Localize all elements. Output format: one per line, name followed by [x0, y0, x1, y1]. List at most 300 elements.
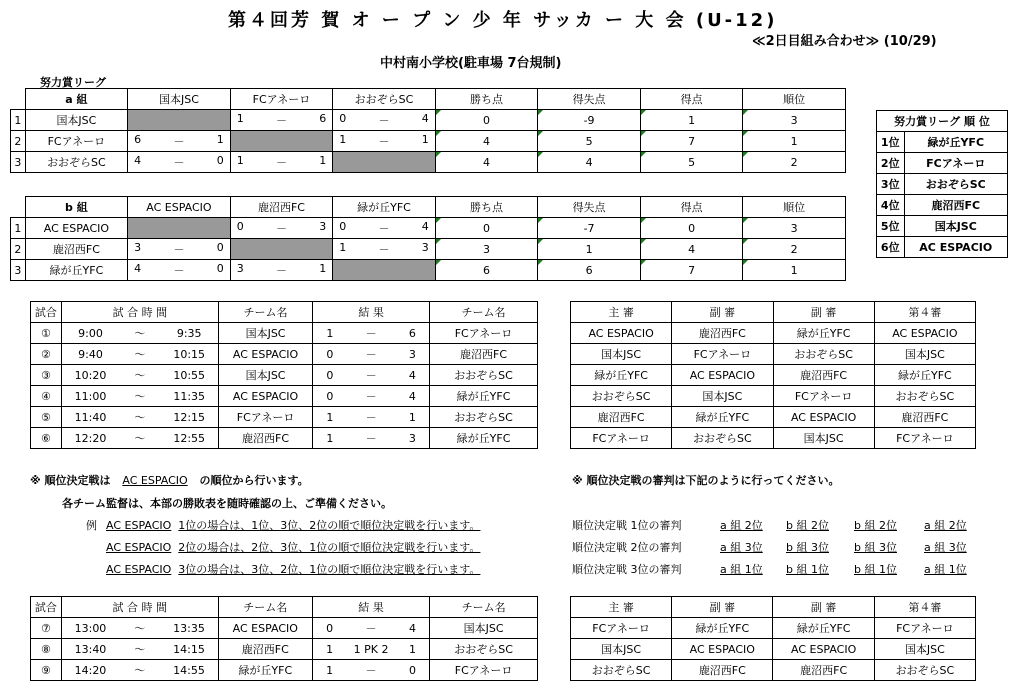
match-cell: 〜: [119, 407, 160, 428]
match-cell: 4: [396, 386, 430, 407]
group-b-rank: 2: [743, 239, 846, 260]
match-cell: ⑥: [31, 428, 62, 449]
group-b-team: 緑が丘YFC: [25, 260, 128, 281]
match-row: [31, 639, 538, 660]
group-b-score: [128, 239, 231, 260]
group-b-row-no: 3: [11, 260, 26, 281]
group-a-header: a 組: [25, 89, 128, 110]
note-rank-order: ※ 順位決定戦は AC ESPACIO の順位から行います。: [30, 474, 309, 487]
match-cell: AC ESPACIO: [218, 618, 312, 639]
group-b-row: [11, 218, 846, 239]
note-managers: 各チーム監督は、本部の勝敗表を随時確認の上、ご準備ください。: [62, 497, 392, 510]
group-a-score: [230, 110, 333, 131]
referee-cell: AC ESPACIO: [874, 323, 975, 344]
match-header: チーム名: [430, 302, 538, 323]
group-a-row-no: 1: [11, 110, 26, 131]
score-part: 4: [421, 112, 429, 125]
referee-header: 副 審: [773, 597, 874, 618]
referee-header: 主 審: [571, 302, 672, 323]
match-cell: 6: [396, 323, 430, 344]
referee-table-2: [570, 596, 976, 681]
match-cell: 13:00: [61, 618, 119, 639]
match-header: チーム名: [218, 597, 312, 618]
playoff-referee-assignment: b 組 2位: [854, 519, 897, 532]
match-header: 試 合 時 間: [61, 302, 218, 323]
match-cell: 9:00: [61, 323, 119, 344]
match-cell: おおぞらSC: [430, 407, 538, 428]
match-table-2: [30, 596, 538, 681]
match-header: 結 果: [312, 597, 429, 618]
group-a-goals: 5: [640, 152, 743, 173]
match-header: 試合: [31, 597, 62, 618]
group-b-table: [10, 196, 846, 281]
ranking-team: 国本JSC: [904, 216, 1008, 237]
group-a-header: 順位: [743, 89, 846, 110]
match-cell: －: [347, 428, 396, 449]
note-referees: ※ 順位決定戦の審判は下記のように行ってください。: [572, 474, 840, 487]
group-a-score: [128, 152, 231, 173]
group-b-header: 緑が丘YFC: [333, 197, 436, 218]
match-row: [31, 344, 538, 365]
score-part: 3: [236, 262, 244, 275]
group-a-header: 勝ち点: [435, 89, 538, 110]
match-cell: 鹿沼西FC: [430, 344, 538, 365]
match-cell: 14:20: [61, 660, 119, 681]
score-part: －: [173, 264, 185, 277]
match-cell: ⑤: [31, 407, 62, 428]
score-part: －: [275, 222, 287, 235]
playoff-referee-assignment: b 組 3位: [854, 541, 897, 554]
score-part: 1: [319, 262, 327, 275]
match-cell: 10:55: [160, 365, 218, 386]
score-part: －: [378, 114, 390, 127]
score-part: －: [378, 135, 390, 148]
referee-cell: 緑が丘YFC: [672, 618, 773, 639]
score-part: －: [173, 156, 185, 169]
match-cell: 国本JSC: [218, 323, 312, 344]
score-part: 4: [134, 154, 142, 167]
match-cell: －: [346, 618, 396, 639]
match-row: [31, 428, 538, 449]
match-cell: 10:20: [61, 365, 119, 386]
score-part: －: [173, 135, 185, 148]
match-cell: 0: [312, 618, 346, 639]
referee-cell: 国本JSC: [672, 386, 773, 407]
group-a-header: おおぞらSC: [333, 89, 436, 110]
score-part: 4: [421, 220, 429, 233]
match-cell: 1: [396, 639, 430, 660]
match-row: [31, 365, 538, 386]
match-cell: 1: [312, 639, 346, 660]
match-cell: 〜: [119, 386, 160, 407]
ranking-team: 鹿沼西FC: [904, 195, 1008, 216]
match-cell: 4: [396, 365, 430, 386]
referee-cell: 国本JSC: [571, 344, 672, 365]
group-a-score: [333, 110, 436, 131]
group-a-table: [10, 88, 846, 173]
ranking-row: [877, 216, 1008, 237]
referee-cell: 緑が丘YFC: [571, 365, 672, 386]
group-a-goal-diff: 5: [538, 131, 641, 152]
match-cell: 1: [396, 407, 430, 428]
group-b-header: b 組: [25, 197, 128, 218]
match-cell: 13:35: [160, 618, 218, 639]
referee-row: [571, 386, 976, 407]
group-b-goals: 0: [640, 218, 743, 239]
group-b-points: 0: [435, 218, 538, 239]
group-b-row: [11, 260, 846, 281]
referee-cell: おおぞらSC: [773, 344, 874, 365]
match-cell: 1: [312, 660, 346, 681]
group-b-score: [230, 218, 333, 239]
score-part: 0: [339, 112, 347, 125]
match-cell: 3: [396, 428, 430, 449]
group-a-goals: 1: [640, 110, 743, 131]
group-b-header: 順位: [743, 197, 846, 218]
score-part: －: [173, 243, 185, 256]
venue-label: 中村南小学校(駐車場 7台規制): [380, 56, 562, 71]
referee-cell: 鹿沼西FC: [874, 407, 975, 428]
match-cell: 0: [313, 386, 347, 407]
score-part: －: [275, 114, 287, 127]
group-a-team: おおぞらSC: [25, 152, 128, 173]
group-a-row: [11, 152, 846, 173]
group-b-rank: 1: [743, 260, 846, 281]
score-part: 1: [236, 112, 244, 125]
score-part: 1: [339, 133, 347, 146]
match-row: [31, 660, 538, 681]
referee-header: 第４審: [874, 597, 975, 618]
group-a-header: 得失点: [538, 89, 641, 110]
group-a-row-no: 3: [11, 152, 26, 173]
score-part: －: [378, 222, 390, 235]
ranking-team: AC ESPACIO: [904, 237, 1008, 258]
referee-cell: AC ESPACIO: [773, 639, 874, 660]
match-cell: ①: [31, 323, 62, 344]
score-part: 1: [319, 154, 327, 167]
group-b-row: [11, 239, 846, 260]
example-3: AC ESPACIO 3位の場合は、3位、2位、1位の順で順位決定戦を行います。: [106, 563, 481, 576]
referee-cell: 国本JSC: [874, 639, 975, 660]
ranking-position: 2位: [877, 153, 905, 174]
referee-cell: おおぞらSC: [571, 386, 672, 407]
match-cell: 10:15: [160, 344, 218, 365]
playoff-referee-assignment: b 組 1位: [786, 563, 829, 576]
playoff-referee-assignment: a 組 3位: [720, 541, 763, 554]
match-cell: 12:15: [160, 407, 218, 428]
referee-row: [571, 428, 976, 449]
group-b-score: [333, 218, 436, 239]
match-cell: 〜: [119, 365, 160, 386]
group-b-team: AC ESPACIO: [25, 218, 128, 239]
match-cell: －: [346, 660, 396, 681]
match-cell: 緑が丘YFC: [430, 428, 538, 449]
match-cell: 12:55: [160, 428, 218, 449]
match-row: [31, 323, 538, 344]
referee-cell: 鹿沼西FC: [672, 660, 773, 681]
referee-cell: AC ESPACIO: [672, 639, 773, 660]
playoff-referee-assignment: a 組 1位: [720, 563, 763, 576]
score-part: 3: [421, 241, 429, 254]
match-cell: AC ESPACIO: [218, 386, 312, 407]
ranking-position: 3位: [877, 174, 905, 195]
group-b-score: [333, 239, 436, 260]
match-table-1: [30, 301, 538, 449]
match-cell: 9:35: [160, 323, 218, 344]
score-part: 0: [236, 220, 244, 233]
example-2: AC ESPACIO 2位の場合は、2位、3位、1位の順で順位決定戦を行います。: [106, 541, 481, 554]
match-cell: 11:00: [61, 386, 119, 407]
playoff-referee-assignment: b 組 1位: [854, 563, 897, 576]
score-part: 3: [319, 220, 327, 233]
group-b-score: [128, 260, 231, 281]
match-cell: 12:20: [61, 428, 119, 449]
score-part: 4: [134, 262, 142, 275]
referee-row: [571, 618, 976, 639]
referee-cell: FCアネーロ: [773, 386, 874, 407]
referee-row: [571, 323, 976, 344]
score-part: 0: [216, 241, 224, 254]
cell: [11, 197, 26, 218]
referee-row: [571, 660, 976, 681]
match-cell: 鹿沼西FC: [218, 639, 312, 660]
match-row: [31, 386, 538, 407]
match-cell: FCアネーロ: [430, 660, 538, 681]
match-cell: 1: [313, 407, 347, 428]
score-part: 0: [339, 220, 347, 233]
playoff-referee-assignment: a 組 2位: [720, 519, 763, 532]
referee-cell: おおぞらSC: [874, 386, 975, 407]
group-a-score: [230, 152, 333, 173]
match-cell: 〜: [119, 618, 160, 639]
match-cell: 国本JSC: [218, 365, 312, 386]
score-part: 3: [134, 241, 142, 254]
match-header: 結 果: [313, 302, 430, 323]
ranking-title: 努力賞リーグ 順 位: [877, 111, 1008, 132]
referee-table-1: [570, 301, 976, 449]
group-b-header: 勝ち点: [435, 197, 538, 218]
group-a-points: 0: [435, 110, 538, 131]
group-b-score: [128, 218, 231, 239]
ranking-table: [876, 110, 1008, 258]
ranking-row: [877, 132, 1008, 153]
match-cell: 鹿沼西FC: [218, 428, 312, 449]
group-a-header: FCアネーロ: [230, 89, 333, 110]
group-b-goal-diff: 1: [538, 239, 641, 260]
referee-cell: おおぞらSC: [571, 660, 672, 681]
match-cell: 国本JSC: [430, 618, 538, 639]
playoff-referee-assignment: a 組 1位: [924, 563, 967, 576]
playoff-referee-assignment: a 組 3位: [924, 541, 967, 554]
ranking-row: [877, 195, 1008, 216]
referee-header: 副 審: [773, 302, 874, 323]
score-part: 0: [216, 262, 224, 275]
group-a-points: 4: [435, 131, 538, 152]
match-cell: 〜: [119, 639, 160, 660]
referee-row: [571, 344, 976, 365]
referee-cell: FCアネーロ: [571, 618, 672, 639]
referee-cell: 緑が丘YFC: [773, 618, 874, 639]
referee-cell: 鹿沼西FC: [571, 407, 672, 428]
match-cell: 11:40: [61, 407, 119, 428]
referee-cell: FCアネーロ: [571, 428, 672, 449]
playoff-referee-label: 順位決定戦 3位の審判: [572, 563, 682, 576]
match-cell: 9:40: [61, 344, 119, 365]
match-cell: ④: [31, 386, 62, 407]
match-cell: 〜: [119, 660, 160, 681]
group-a-score: [128, 110, 231, 131]
referee-header: 副 審: [672, 302, 773, 323]
group-b-row-no: 1: [11, 218, 26, 239]
group-b-header: 得点: [640, 197, 743, 218]
group-a-points: 4: [435, 152, 538, 173]
referee-header: 副 審: [672, 597, 773, 618]
referee-cell: 緑が丘YFC: [773, 323, 874, 344]
ranking-position: 1位: [877, 132, 905, 153]
group-a-rank: 2: [743, 152, 846, 173]
match-row: [31, 407, 538, 428]
referee-cell: 国本JSC: [571, 639, 672, 660]
score-part: 0: [216, 154, 224, 167]
match-cell: ⑨: [31, 660, 62, 681]
ranking-team: おおぞらSC: [904, 174, 1008, 195]
page-title: 第４回芳 賀 オ ー プ ン 少 年 サッカ ー 大 会 (U-12): [228, 10, 778, 31]
match-cell: ③: [31, 365, 62, 386]
ranking-position: 5位: [877, 216, 905, 237]
group-b-points: 6: [435, 260, 538, 281]
group-b-goals: 4: [640, 239, 743, 260]
match-cell: 〜: [119, 428, 160, 449]
playoff-referee-assignment: b 組 3位: [786, 541, 829, 554]
group-a-header: 得点: [640, 89, 743, 110]
example-1: AC ESPACIO 1位の場合は、1位、3位、2位の順で順位決定戦を行います。: [106, 519, 481, 532]
match-cell: 1: [313, 323, 347, 344]
group-b-score: [230, 239, 333, 260]
score-part: 1: [339, 241, 347, 254]
match-row: [31, 618, 538, 639]
match-cell: ②: [31, 344, 62, 365]
playoff-referee-assignment: a 組 2位: [924, 519, 967, 532]
group-a-team: 国本JSC: [25, 110, 128, 131]
score-part: 6: [319, 112, 327, 125]
match-cell: 14:15: [160, 639, 218, 660]
match-cell: －: [347, 386, 396, 407]
group-b-team: 鹿沼西FC: [25, 239, 128, 260]
match-cell: 0: [313, 365, 347, 386]
match-cell: 13:40: [61, 639, 119, 660]
playoff-referee-assignment: b 組 2位: [786, 519, 829, 532]
ranking-position: 4位: [877, 195, 905, 216]
group-a-team: FCアネーロ: [25, 131, 128, 152]
score-part: 6: [134, 133, 142, 146]
match-cell: －: [347, 323, 396, 344]
example-label: 例: [86, 519, 97, 532]
referee-header: 第４審: [874, 302, 975, 323]
playoff-referee-label: 順位決定戦 2位の審判: [572, 541, 682, 554]
referee-cell: 国本JSC: [874, 344, 975, 365]
group-a-rank: 3: [743, 110, 846, 131]
ranking-row: [877, 153, 1008, 174]
group-b-points: 3: [435, 239, 538, 260]
match-cell: FCアネーロ: [430, 323, 538, 344]
referee-cell: おおぞらSC: [672, 428, 773, 449]
match-cell: 1: [313, 428, 347, 449]
referee-cell: 緑が丘YFC: [874, 365, 975, 386]
match-cell: －: [347, 365, 396, 386]
ranking-row: [877, 237, 1008, 258]
cell: [11, 89, 26, 110]
group-a-score: [128, 131, 231, 152]
referee-cell: 鹿沼西FC: [773, 660, 874, 681]
group-a-row-no: 2: [11, 131, 26, 152]
referee-cell: 鹿沼西FC: [672, 323, 773, 344]
group-b-goal-diff: 6: [538, 260, 641, 281]
ranking-row: [877, 174, 1008, 195]
group-a-score: [230, 131, 333, 152]
group-a-header: 国本JSC: [128, 89, 231, 110]
group-a-goal-diff: 4: [538, 152, 641, 173]
group-b-goals: 7: [640, 260, 743, 281]
referee-cell: AC ESPACIO: [571, 323, 672, 344]
group-a-rank: 1: [743, 131, 846, 152]
referee-cell: FCアネーロ: [672, 344, 773, 365]
match-cell: 14:55: [160, 660, 218, 681]
match-cell: ⑦: [31, 618, 62, 639]
referee-row: [571, 639, 976, 660]
group-a-score: [333, 131, 436, 152]
playoff-referee-label: 順位決定戦 1位の審判: [572, 519, 682, 532]
match-cell: AC ESPACIO: [218, 344, 312, 365]
league-label: 努力賞リーグ: [40, 76, 106, 89]
match-cell: 3: [396, 344, 430, 365]
group-a-row: [11, 110, 846, 131]
match-header: 試 合 時 間: [61, 597, 218, 618]
match-cell: FCアネーロ: [218, 407, 312, 428]
referee-cell: AC ESPACIO: [773, 407, 874, 428]
match-header: チーム名: [218, 302, 312, 323]
score-part: 1: [421, 133, 429, 146]
match-cell: －: [347, 407, 396, 428]
match-cell: 0: [313, 344, 347, 365]
match-cell: 11:35: [160, 386, 218, 407]
ranking-team: FCアネーロ: [904, 153, 1008, 174]
match-cell: 4: [396, 618, 430, 639]
referee-cell: 鹿沼西FC: [773, 365, 874, 386]
match-cell: 0: [396, 660, 430, 681]
match-cell: おおぞらSC: [430, 639, 538, 660]
referee-cell: 緑が丘YFC: [672, 407, 773, 428]
score-part: －: [275, 264, 287, 277]
group-a-goals: 7: [640, 131, 743, 152]
score-part: －: [275, 156, 287, 169]
group-b-rank: 3: [743, 218, 846, 239]
match-header: チーム名: [430, 597, 538, 618]
match-cell: ⑧: [31, 639, 62, 660]
group-b-header: 得失点: [538, 197, 641, 218]
day-label: ≪2日目組み合わせ≫ (10/29): [752, 34, 937, 49]
referee-row: [571, 365, 976, 386]
group-a-row: [11, 131, 846, 152]
referee-cell: 国本JSC: [773, 428, 874, 449]
referee-cell: FCアネーロ: [874, 618, 975, 639]
group-a-score: [333, 152, 436, 173]
group-b-score: [333, 260, 436, 281]
group-a-goal-diff: -9: [538, 110, 641, 131]
referee-row: [571, 407, 976, 428]
group-b-goal-diff: -7: [538, 218, 641, 239]
group-b-row-no: 2: [11, 239, 26, 260]
referee-header: 主 審: [571, 597, 672, 618]
